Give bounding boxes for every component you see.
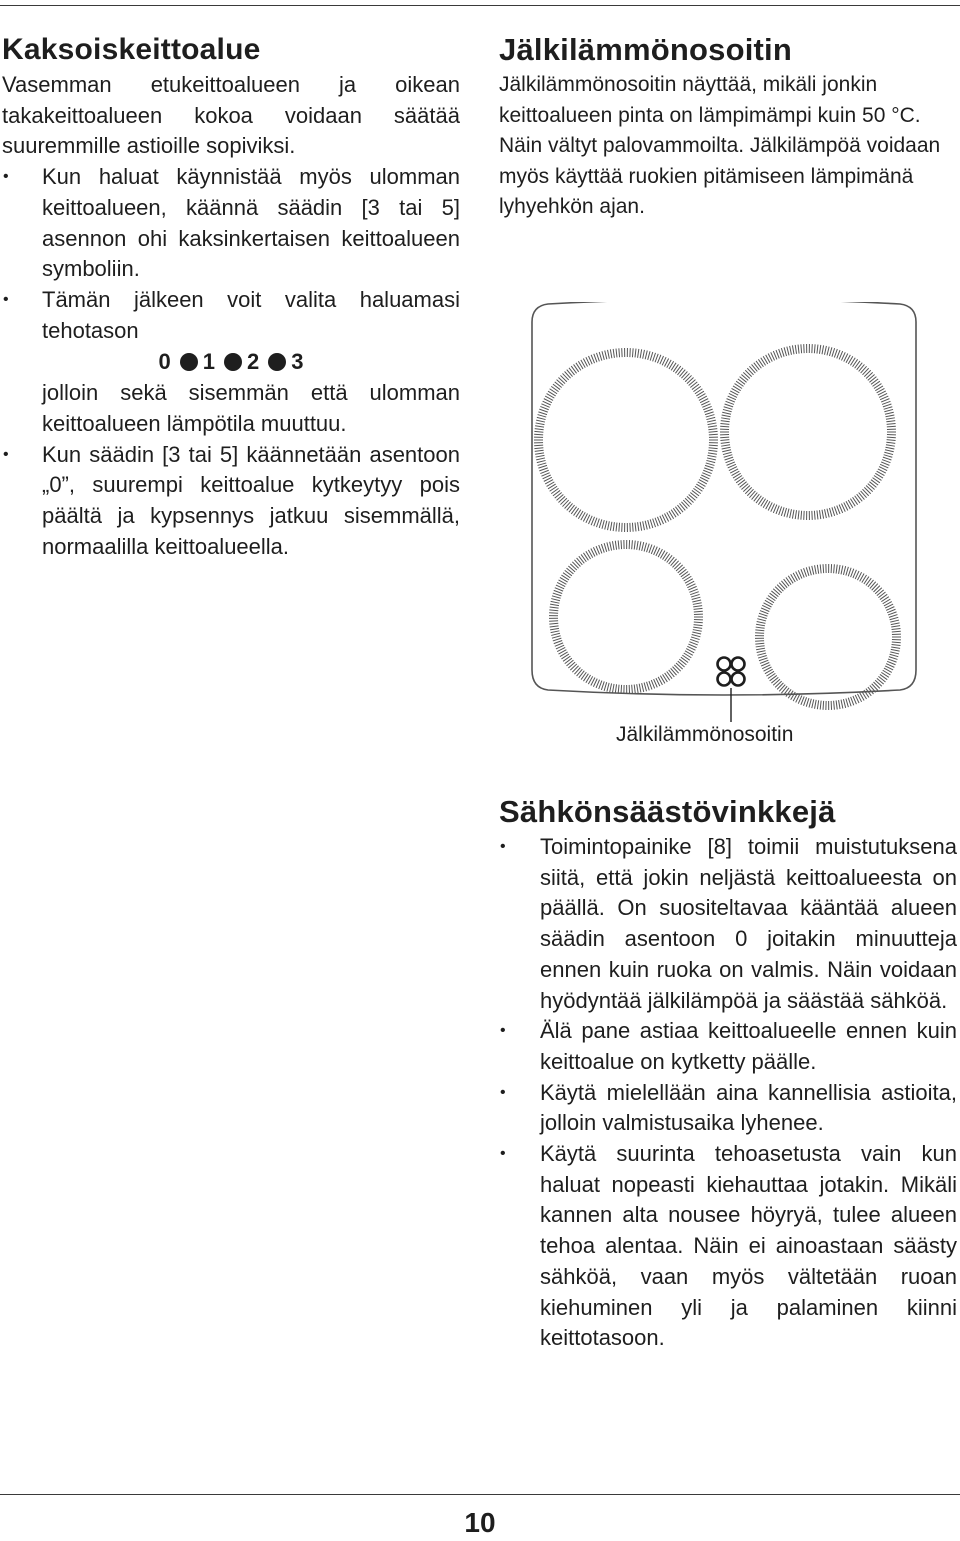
level-separator-dot [180, 353, 198, 371]
residual-heat-heading: Jälkilämmönosoitin [499, 30, 957, 70]
hob-outline [532, 302, 916, 695]
bullet-2-text-before: Tämän jälkeen voit valita haluamasi tehotason [42, 287, 460, 343]
power-level-3: 3 [291, 346, 303, 378]
energy-saving-list [499, 832, 957, 1354]
double-zone-bullet-3: • Kun säädin [3 tai 5] käännetään asentoon „0”, suurempi keittoalue kytkeytyy pois päältä ja kypsennys jatkuu sisemmällä, normaalilla keittoalueella. [2, 440, 460, 563]
double-zone-bullet-2 [2, 285, 460, 440]
double-zone-heading: Kaksoiskeittoalue [2, 30, 460, 70]
level-separator-dot [268, 353, 286, 371]
cooking-zones [534, 344, 901, 710]
energy-tip-1: • Toimintopainike [8] toimii muistutuksena siitä, että jokin neljästä keittoalueesta on päällä. On suositeltavaa kääntää alueen säädin asentoon 0 joitakin minuutteja ennen kuin ruoka on valmis. Näin voidaan hyödyntää jälkilämpöä ja säästää sähköä. [499, 832, 957, 1016]
zone-front-left [534, 348, 718, 532]
zone-back-right [720, 344, 896, 520]
residual-heat-indicator-icon [718, 658, 745, 686]
double-zone-list [2, 162, 460, 562]
hob-diagram [528, 302, 920, 722]
double-zone-section [2, 30, 460, 563]
power-level-0: 0 [159, 346, 171, 378]
energy-tip-3: • Käytä mielellään aina kannellisia astioita, jolloin valmistusaika lyhenee. [499, 1078, 957, 1139]
zone-front-right [755, 564, 901, 710]
power-levels [42, 346, 460, 378]
bottom-rule [0, 1494, 960, 1495]
double-zone-intro: Vasemman etukeittoalueen ja oikean takakeittoalueen kokoa voidaan säätää suuremmille astioille sopiviksi. [2, 70, 460, 162]
energy-tip-2: • Älä pane astiaa keittoalueelle ennen kuin keittoalue on kytketty päälle. [499, 1016, 957, 1077]
bullet-2-text-after: jolloin sekä sisemmän että ulomman keittoalueen lämpötila muuttuu. [42, 380, 460, 436]
zone-rear-left [549, 540, 703, 694]
energy-saving-heading: Sähkönsäästövinkkejä [499, 792, 957, 832]
power-level-2: 2 [247, 346, 259, 378]
top-rule [0, 5, 960, 6]
residual-heat-text: Jälkilämmönosoitin näyttää, mikäli jonkin keittoalueen pinta on lämpimämpi kuin 50 °C. Näin vältyt palovammoilta. Jälkilämpöä voidaan myös käyttää ruokien pitämiseen lämpimänä lyhyehkön ajan. [499, 70, 957, 223]
level-separator-dot [224, 353, 242, 371]
energy-saving-section [499, 792, 957, 1354]
double-zone-bullet-1: • Kun haluat käynnistää myös ulomman keittoalueen, käännä säädin [3 tai 5] asennon ohi kaksinkertaisen keittoalueen symboliin. [2, 162, 460, 285]
energy-tip-4: • Käytä suurinta tehoasetusta vain kun haluat nopeasti kiehauttaa jotakin. Mikäli kannen alta nousee höyryä, tulee alueen tehoa alentaa. Näin ei ainoastaan säästy sähköä, vaan myös vältetään ruoan kiehuminen yli ja palaminen kiinni keittotasoon. [499, 1139, 957, 1354]
power-level-1: 1 [203, 346, 215, 378]
residual-heat-section [499, 30, 957, 223]
residual-heat-diagram-caption: Jälkilämmönosoitin [616, 720, 846, 750]
page-number: 10 [430, 1505, 530, 1541]
